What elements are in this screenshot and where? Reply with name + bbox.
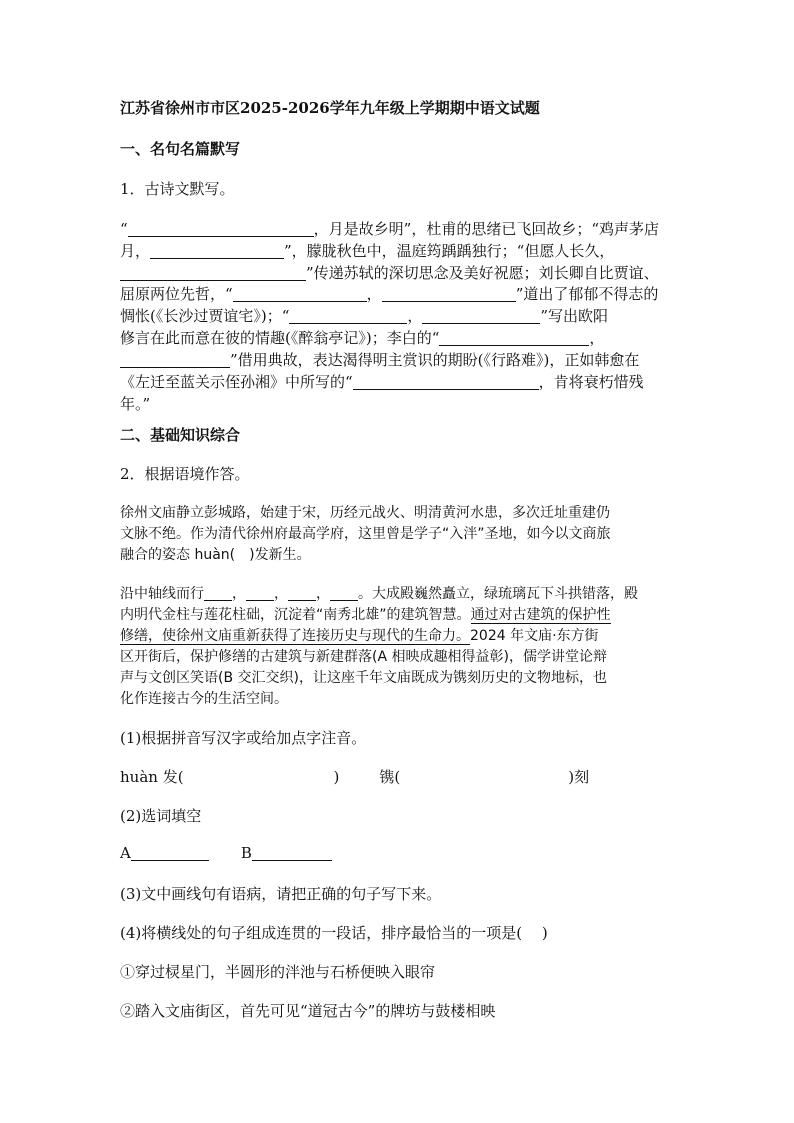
passage1-line-2: 文脉不绝。作为清代徐州府最高学府，这里曾是学子“入泮”圣地，如今以文商旅	[120, 526, 611, 542]
pinyin-row: huàn 发( ) 镌( )刻	[120, 768, 590, 786]
fill-blank-a[interactable]	[131, 845, 209, 861]
fill-blank-b[interactable]	[252, 845, 332, 861]
subquestion-4: (4)将横线处的句子组成连贯的一段话，排序最恰当的一项是( )	[120, 924, 548, 942]
poem-line-5: 惆怅(《长沙过贾谊宅》)；“ ， ”写出欧阳	[120, 307, 609, 325]
subquestion-1: (1)根据拼音写汉字或给加点字注音。	[120, 729, 367, 747]
option-1: ①穿过棂星门，半圆形的泮池与石桥便映入眼帘	[120, 963, 436, 981]
section2-heading: 二、基础知识综合	[120, 426, 241, 444]
answer-blank[interactable]	[150, 243, 284, 259]
underlined-sentence: 修缮，使徐州文庙重新获得了连接历史与现代的生命力。	[120, 628, 470, 644]
answer-blank[interactable]	[289, 308, 407, 324]
poem-line-7: ”借用典故，表达渴得明主赏识的期盼(《行路难》)，正如韩愈在	[120, 349, 639, 370]
answer-blank[interactable]	[120, 352, 230, 368]
order-blank[interactable]	[330, 585, 358, 601]
exam-title: 江苏省徐州市市区2025-2026学年九年级上学期期中语文试题	[120, 99, 540, 117]
passage2-line-5: 声与文创区笑语(B 交汇交织)，让这座千年文庙既成为镌刻历史的文物地标，也	[120, 670, 607, 686]
answer-blank[interactable]	[439, 330, 589, 346]
passage1-line-3: 融合的姿态 huàn( )发新生。	[120, 547, 311, 563]
question2-label: 2．根据语境作答。	[120, 465, 250, 483]
answer-blank[interactable]	[233, 286, 367, 302]
passage2-line-6: 化作连接古今的生活空间。	[120, 691, 288, 707]
fill-row: A B	[120, 844, 332, 862]
passage2-line-1: 沿中轴线而行 ， ， ， 。大成殿巍然矗立，绿琉璃瓦下斗拱错落，殿	[120, 586, 638, 602]
order-blank[interactable]	[204, 585, 232, 601]
passage1-line-1: 徐州文庙静立彭城路，始建于宋，历经元战火、明清黄河水患，多次迁址重建仍	[120, 505, 610, 521]
poem-line-3: ”传递苏轼的深切思念及美好祝愿；刘长卿自比贾谊、	[120, 262, 659, 283]
question1-label: 1．古诗文默写。	[120, 180, 235, 198]
poem-line-2: 月， ”，朦胧秋色中，温庭筠踽踽独行；“但愿人长久，	[120, 242, 615, 260]
order-blank[interactable]	[288, 585, 316, 601]
answer-blank[interactable]	[120, 265, 306, 281]
answer-blank[interactable]	[422, 308, 540, 324]
passage2-line-2: 内明代金柱与莲花柱础，沉淀着“南秀北雄”的建筑智慧。通过对古建筑的保护性	[120, 607, 611, 623]
subquestion-3: (3)文中画线句有语病，请把正确的句子写下来。	[120, 885, 442, 903]
poem-line-9: 年。”	[120, 395, 151, 413]
poem-line-6: 修言在此而意在彼的情趣(《醉翁亭记》)；李白的“ ，	[120, 329, 605, 347]
answer-blank[interactable]	[128, 221, 314, 237]
passage2-line-3: 修缮，使徐州文庙重新获得了连接历史与现代的生命力。2024 年文庙·东方街	[120, 628, 599, 644]
option-2: ②踏入文庙街区，首先可见“道冠古今”的牌坊与鼓楼相映	[120, 1002, 496, 1020]
passage2-line-4: 区开街后，保护修缮的古建筑与新建群落(A 相映成趣相得益彰)，儒学讲堂论辩	[120, 649, 607, 665]
order-blank[interactable]	[246, 585, 274, 601]
poem-line-1: “ ，月是故乡明”，杜甫的思绪已飞回故乡；“鸡声茅店	[120, 220, 660, 238]
answer-blank[interactable]	[353, 374, 539, 390]
section1-heading: 一、名句名篇默写	[120, 140, 241, 158]
answer-blank[interactable]	[382, 286, 516, 302]
underlined-sentence: 通过对古建筑的保护性	[470, 607, 611, 623]
poem-line-4: 屈原两位先哲，“ ， ”道出了郁郁不得志的	[120, 285, 659, 303]
subquestion-2: (2)选词填空	[120, 807, 202, 825]
poem-line-8: 《左迁至蓝关示侄孙湘》中所写的“ ，肯将衰朽惜残	[120, 373, 644, 391]
